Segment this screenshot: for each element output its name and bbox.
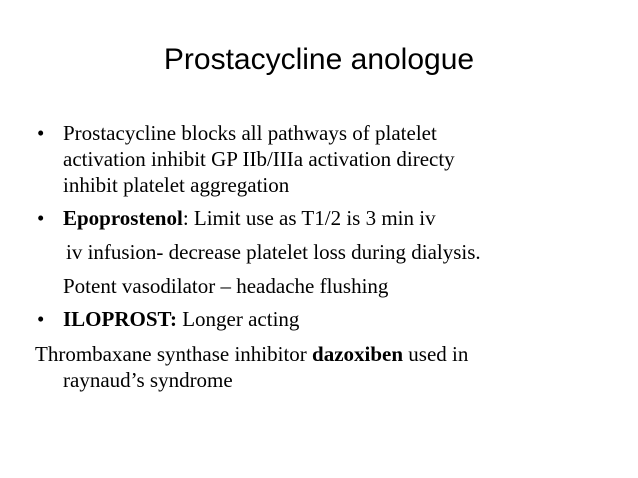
item1-line-3: inhibit platelet aggregation <box>63 173 290 197</box>
para-line-2: raynaud’s syndrome <box>63 368 233 392</box>
bullet-point-2: • <box>37 206 45 230</box>
bullet-point-1: • <box>37 121 45 145</box>
item1-line-1: Prostacycline blocks all pathways of platelet <box>63 121 437 145</box>
slide-title: Prostacycline anologue <box>163 43 475 76</box>
para-line-1-pre: Thrombaxane synthase inhibitor <box>35 342 313 366</box>
item2-line-2: iv infusion- decrease platelet loss during dialysis. <box>66 240 481 264</box>
para-line-1-post: used in <box>403 342 469 366</box>
item2-line-1-text: : Limit use as T1/2 is 3 min iv <box>182 206 436 230</box>
item1-line-2: activation inhibit GP IIb/IIIa activation directy <box>63 147 455 171</box>
item3-line <box>63 307 299 331</box>
iloprost-term: ILOPROST: <box>63 307 177 331</box>
para-line-1 <box>35 342 468 366</box>
epoprostenol-term: Epoprostenol <box>63 206 183 230</box>
item2-line-1 <box>63 206 436 230</box>
item3-text: Longer acting <box>176 307 300 331</box>
dazoxiben-term: dazoxiben <box>312 342 404 366</box>
item2-line-3: Potent vasodilator – headache flushing <box>63 274 389 298</box>
bullet-point-3: • <box>37 307 45 331</box>
